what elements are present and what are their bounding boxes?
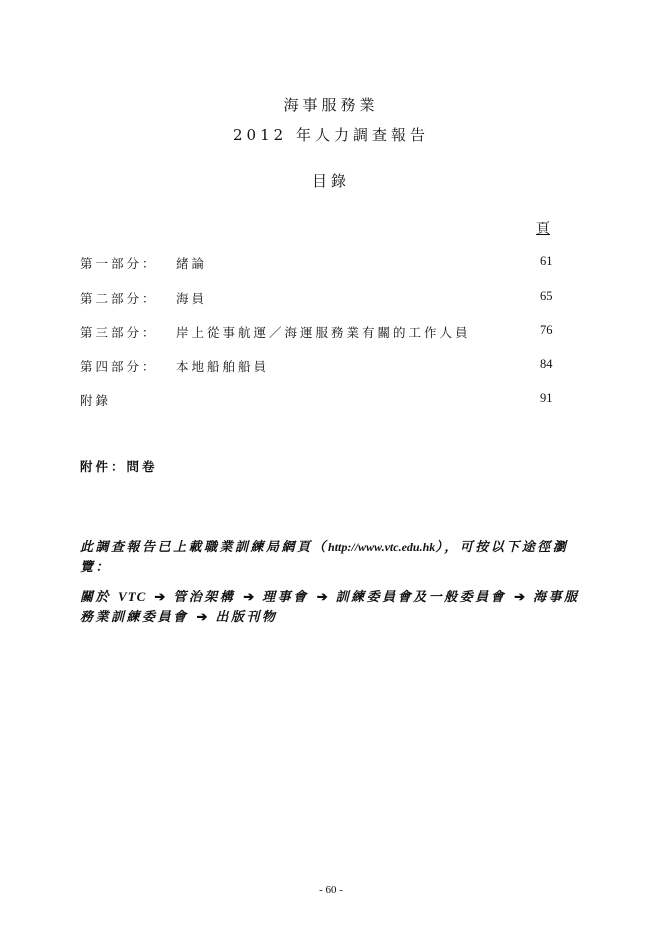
- toc-part-label: 第三部分：: [80, 325, 158, 340]
- path-vtc: VTC: [118, 589, 147, 604]
- access-note-prefix: 此調查報告已上載職業訓練局網頁（: [80, 540, 329, 555]
- path-step: 管治架構: [173, 590, 236, 605]
- toc-part-label: 第二部分：: [80, 291, 158, 306]
- toc-page-number: 76: [540, 323, 553, 337]
- toc-section-title: 岸上從事航運／海運服務業有關的工作人員: [176, 325, 471, 340]
- page-column-header: 頁: [536, 221, 550, 237]
- arrow-right-icon: ➔: [316, 590, 328, 605]
- toc-row: [80, 254, 560, 274]
- toc-row: [80, 323, 560, 343]
- toc-page-number: 91: [540, 391, 553, 405]
- toc-row: [80, 289, 560, 309]
- page-number-footer: - 60 -: [319, 884, 343, 896]
- path-step: 海事服務業訓練委員會: [80, 590, 580, 625]
- toc-part-label: 第四部分：: [80, 359, 158, 374]
- arrow-right-icon: ➔: [514, 590, 526, 605]
- vtc-website-link[interactable]: http://www.vtc.edu.hk: [328, 540, 436, 554]
- path-start: 關於: [80, 590, 112, 605]
- toc-section-title: 本地船舶船員: [176, 359, 270, 374]
- toc-section-title: 緒論: [176, 256, 208, 271]
- path-step: 理事會: [262, 590, 309, 605]
- report-title-survey: 2012 年人力調查報告: [233, 126, 429, 144]
- arrow-right-icon: ➔: [243, 590, 255, 605]
- toc-row: [80, 357, 560, 377]
- access-note-suffix: ），可按以下途徑瀏覽：: [80, 540, 569, 575]
- toc-page-number: 84: [540, 357, 553, 371]
- report-title-industry: 海事服務業: [283, 96, 379, 114]
- toc-page-number: 65: [540, 289, 553, 303]
- arrow-right-icon: ➔: [154, 590, 166, 605]
- annex-questionnaire: 附件：問卷: [80, 459, 158, 474]
- toc-part-label: 附錄: [80, 393, 112, 408]
- toc-section-title: 海員: [176, 291, 208, 306]
- navigation-path: [80, 587, 590, 628]
- path-step: 出版刊物: [215, 610, 278, 625]
- toc-row: [80, 391, 560, 411]
- access-note: [80, 537, 590, 578]
- toc-page-number: 61: [540, 254, 553, 268]
- toc-part-label: 第一部分：: [80, 256, 158, 271]
- path-step: 訓練委員會及一般委員會: [335, 590, 507, 605]
- contents-heading: 目錄: [311, 172, 350, 190]
- arrow-right-icon: ➔: [196, 610, 208, 625]
